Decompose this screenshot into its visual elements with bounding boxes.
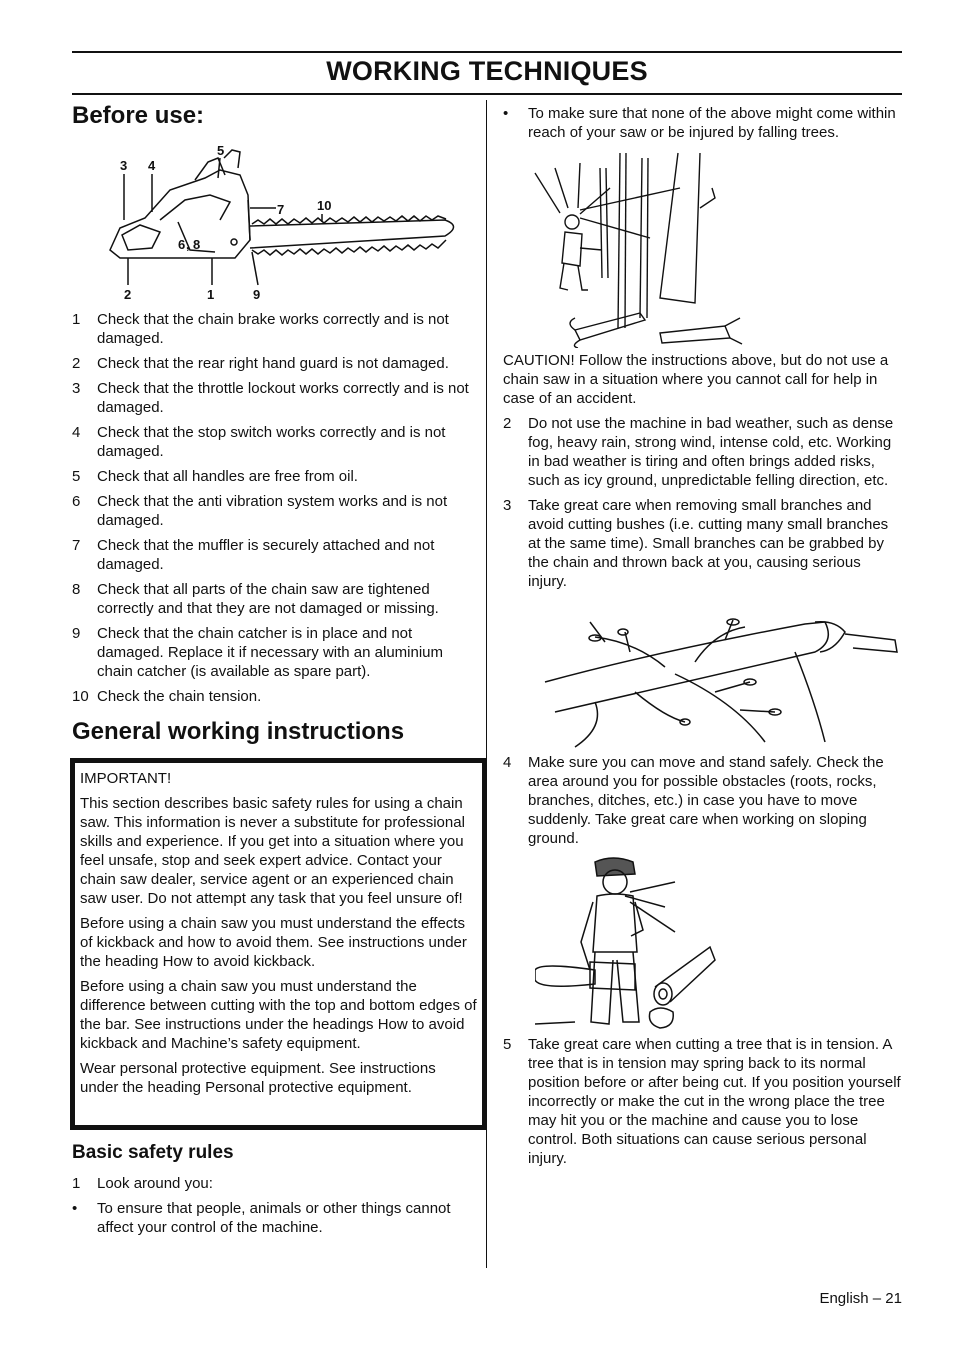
list-item: 1 Check that the chain brake works correctly and is not damaged.	[72, 311, 449, 347]
before-use-heading: Before use:	[72, 102, 205, 129]
header-rule-bottom	[72, 93, 902, 95]
list-item: 3 Check that the throttle lockout works correctly and is not damaged.	[72, 380, 469, 416]
right-item-5	[503, 1035, 903, 1174]
diagram-label-9: 9	[253, 287, 261, 302]
important-paragraph: Before using a chain saw you must understand the difference between cutting with the top and bottom edges of the bar. See instructions under the headings How to avoid kickback and Machine’s safety equipment.	[80, 978, 477, 1052]
right-bullet	[503, 104, 903, 148]
list-item: 5 Check that all handles are free from oil.	[72, 468, 358, 485]
right-item-4	[503, 753, 903, 854]
list-item: 2 Check that the rear right hand guard is not damaged.	[72, 355, 449, 372]
list-item: • To make sure that none of the above might come within reach of your saw or be injured by falling trees.	[503, 105, 896, 141]
important-title: IMPORTANT!	[80, 770, 172, 787]
diagram-label-3: 3	[120, 158, 128, 173]
list-item: • To ensure that people, animals or other things cannot affect your control of the machine.	[72, 1200, 451, 1236]
general-instructions-heading: General working instructions	[72, 718, 405, 745]
basic-safety-heading: Basic safety rules	[72, 1142, 234, 1163]
basic-safety-list	[72, 1174, 472, 1243]
important-paragraph: Wear personal protective equipment. See instructions under the heading Personal protective equipment.	[80, 1060, 436, 1096]
diagram-label-7: 7	[277, 202, 285, 217]
before-use-list	[72, 310, 472, 712]
diagram-label-1: 1	[207, 287, 215, 302]
header-rule-top	[72, 51, 902, 53]
page-footer: English – 21	[819, 1290, 902, 1307]
list-item: 4 Make sure you can move and stand safely. Check the area around you for possible obstacles (roots, rocks, branches, ditches, etc.) in case you have to move suddenly. Take great care when working on sloping ground.	[503, 754, 884, 847]
diagram-label-6: 6	[178, 237, 186, 252]
important-paragraph: This section describes basic safety rules for using a chain saw. This information is never a substitute for professional skills and experience. If you get into a situation where you feel unsafe, stop and seek expert advice. Contact your chain saw dealer, service agent or an experienced chain saw user. Do not attempt any task that you feel unsure of!	[80, 795, 465, 907]
diagram-label-5: 5	[217, 143, 225, 158]
forest-illustration	[530, 148, 750, 348]
list-item: 7 Check that the muffler is securely attached and not damaged.	[72, 537, 435, 573]
svg-text:,: ,	[186, 237, 190, 252]
diagram-label-4: 4	[148, 158, 156, 173]
important-box	[70, 758, 487, 1130]
list-item: 3 Take great care when removing small branches and avoid cutting bushes (i.e. cutting many small branches at the same time). Small branches can be grabbed by the chain and thrown back at you, causing serious injury.	[503, 497, 889, 590]
important-paragraph: Before using a chain saw you must understand the effects of kickback and how to avoid them. See instructions under the heading How to avoid kickback.	[80, 915, 467, 970]
list-item: 9 Check that the chain catcher is in place and not damaged. Replace it if necessary with an aluminium chain catcher (is available as spare part).	[72, 625, 444, 680]
list-item: 5 Take great care when cutting a tree that is in tension. A tree that is in tension may spring back to its normal position before or after being cut. If you position yourself incorrectly or make the cut in the wrong place the tree may hit you or the machine and cause you to lose control. Both situations can cause serious personal injury.	[503, 1036, 901, 1167]
list-item: 4 Check that the stop switch works correctly and is not damaged.	[72, 424, 446, 460]
right-main-text	[503, 351, 903, 597]
chainsaw-diagram	[100, 140, 480, 305]
list-item: 2 Do not use the machine in bad weather, such as dense fog, heavy rain, strong wind, intense cold, etc. Working in bad weather is tiring and often brings added risks, such as icy ground, unpredictable felling direction, etc.	[503, 415, 894, 489]
branches-illustration	[535, 612, 905, 752]
page-header-title: WORKING TECHNIQUES	[326, 56, 648, 86]
caution-text: CAUTION! Follow the instructions above, but do not use a chain saw in a situation where you cannot call for help in case of an accident.	[503, 352, 889, 407]
list-item: 6 Check that the anti vibration system works and is not damaged.	[72, 493, 448, 529]
list-item: 10 Check the chain tension.	[72, 688, 262, 705]
diagram-label-8: 8	[193, 237, 201, 252]
diagram-label-2: 2	[124, 287, 132, 302]
worker-illustration	[535, 852, 720, 1032]
list-item: 1 Look around you:	[72, 1175, 213, 1192]
diagram-label-10: 10	[317, 198, 332, 213]
list-item: 8 Check that all parts of the chain saw are tightened correctly and that they are not damaged or missing.	[72, 581, 439, 617]
